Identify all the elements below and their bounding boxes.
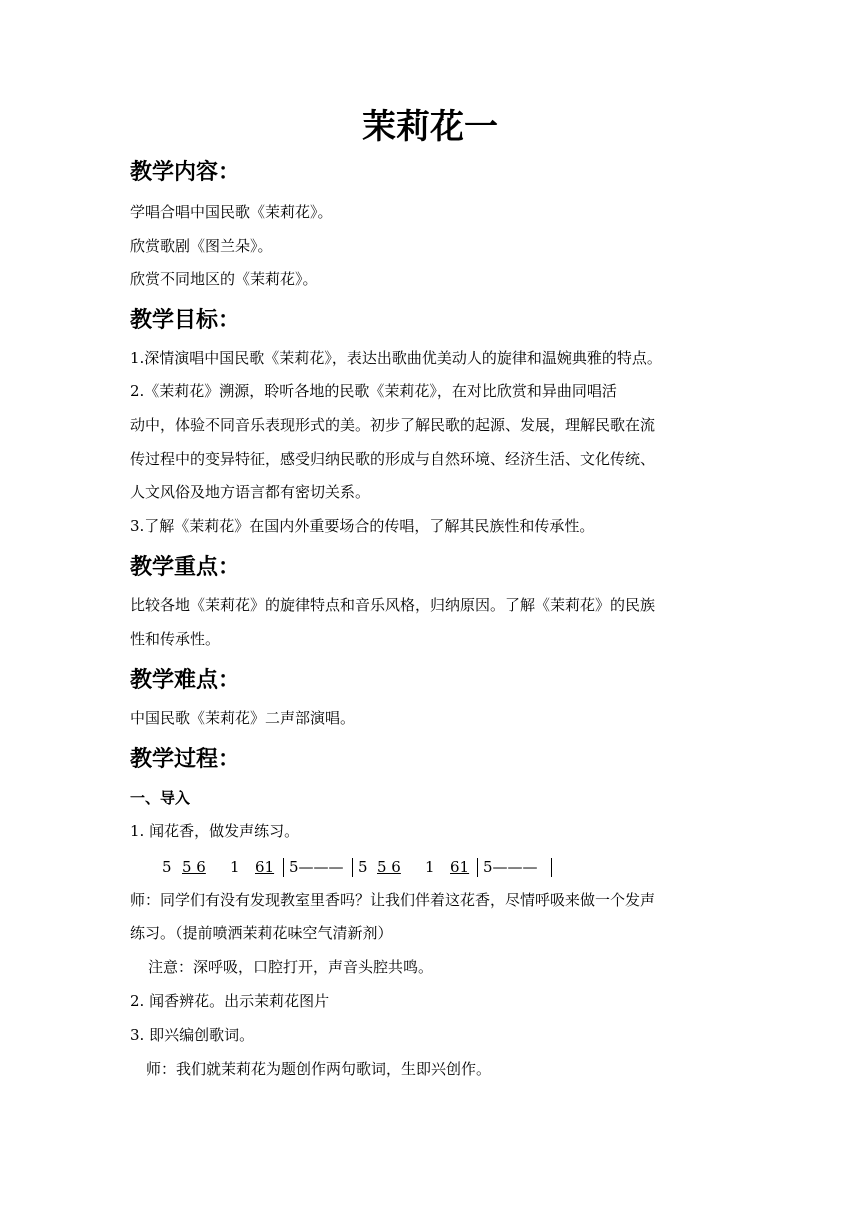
note-underlined: 61: [255, 858, 275, 876]
content-line: 欣赏不同地区的《茉莉花》。: [130, 270, 318, 288]
note-underlined: 61: [450, 858, 470, 876]
note: 5: [358, 858, 368, 876]
heading-goals: 教学目标：: [130, 308, 241, 333]
step-3: 3. 即兴编创歌词。: [130, 1026, 255, 1044]
goal-line: 1.深情演唱中国民歌《茉莉花》，表达出歌曲优美动人的旋律和温婉典雅的特点。: [130, 349, 662, 367]
vocal-exercise-notation: [162, 856, 582, 880]
step-1: 1. 闻花香，做发声练习。: [130, 822, 300, 840]
heading-content: 教学内容：: [130, 160, 241, 185]
goal-line: 传过程中的变异特征，感受归纳民歌的形成与自然环境、经济生活、文化传统、: [130, 450, 656, 468]
page-title: 茉莉花一: [362, 107, 498, 147]
goal-line: 3.了解《茉莉花》在国内外重要场合的传唱，了解其民族性和传承性。: [130, 517, 595, 535]
note: 1: [230, 858, 240, 876]
teacher-line: 练习。（提前喷洒茉莉花味空气清新剂）: [130, 924, 393, 942]
goal-line: 动中，体验不同音乐表现形式的美。初步了解民歌的起源、发展，理解民歌在流: [130, 416, 656, 434]
content-line: 学唱合唱中国民歌《茉莉花》。: [130, 203, 333, 221]
goal-line: 人文风俗及地方语言都有密切关系。: [130, 483, 371, 501]
subheading-intro: 一、导入: [130, 789, 191, 807]
bar-line: [551, 858, 552, 877]
note: 5———: [483, 858, 538, 876]
goal-line: 2.《茉莉花》溯源，聆听各地的民歌《茉莉花》，在对比欣赏和异曲同唱活: [130, 382, 617, 400]
key-point-line: 比较各地《茉莉花》的旋律特点和音乐风格，归纳原因。了解《茉莉花》的民族: [130, 596, 656, 614]
step-2: 2. 闻香辨花。出示茉莉花图片: [130, 992, 330, 1010]
note-underlined: 5 6: [182, 858, 206, 876]
content-line: 欣赏歌剧《图兰朵》。: [130, 237, 273, 255]
difficulty-line: 中国民歌《茉莉花》二声部演唱。: [130, 709, 356, 727]
note: 5———: [289, 858, 344, 876]
note: 5: [162, 858, 172, 876]
heading-difficulties: 教学难点：: [130, 668, 241, 693]
note-line: 注意：深呼吸，口腔打开，声音头腔共鸣。: [148, 958, 434, 976]
teacher-line: 师：我们就茉莉花为题创作两句歌词，生即兴创作。: [146, 1060, 492, 1078]
bar-line: [352, 858, 353, 877]
heading-key-points: 教学重点：: [130, 555, 241, 580]
note-underlined: 5 6: [377, 858, 401, 876]
bar-line: [283, 858, 284, 877]
heading-process: 教学过程：: [130, 747, 241, 772]
bar-line: [477, 858, 478, 877]
teacher-line: 师：同学们有没有发现教室里香吗？让我们伴着这花香，尽情呼吸来做一个发声: [130, 891, 656, 909]
note: 1: [425, 858, 435, 876]
key-point-line: 性和传承性。: [130, 630, 221, 648]
